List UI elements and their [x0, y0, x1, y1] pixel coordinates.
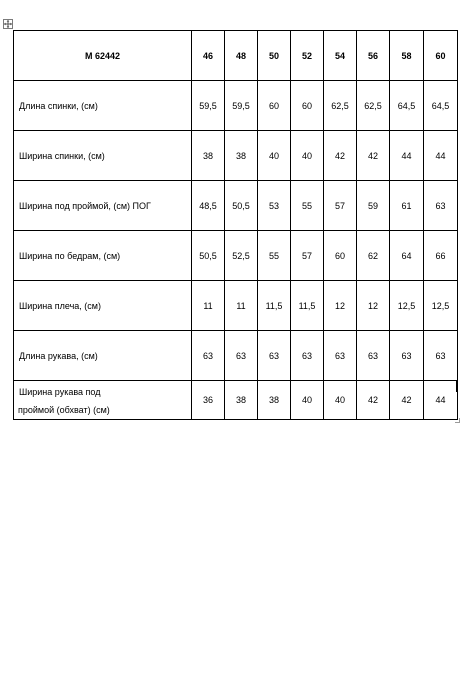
measurement-value: 40: [291, 381, 324, 420]
text-cursor: [456, 381, 457, 392]
measurement-value: 62,5: [357, 81, 390, 131]
table-row: [14, 181, 458, 231]
measurement-value: 60: [258, 81, 291, 131]
measurement-value: 63: [357, 331, 390, 381]
measurement-value: 11,5: [291, 281, 324, 331]
measurement-value: 64,5: [390, 81, 424, 131]
measurement-value: 62: [357, 231, 390, 281]
size-header: 48: [225, 31, 258, 81]
measurement-value: 42: [357, 381, 390, 420]
measurement-value: 44: [390, 131, 424, 181]
table-row: [14, 131, 458, 181]
measurement-label-line: Ширина рукава под: [19, 387, 101, 397]
measurement-value: 60: [324, 231, 357, 281]
measurement-value: 38: [225, 381, 258, 420]
model-number: М 62442: [14, 31, 192, 81]
measurement-label: Длина спинки, (см): [14, 81, 192, 131]
size-header: 54: [324, 31, 357, 81]
measurement-label: Ширина по бедрам, (см): [14, 231, 192, 281]
measurement-value: 53: [258, 181, 291, 231]
measurement-value: 60: [291, 81, 324, 131]
measurement-value: 38: [192, 131, 225, 181]
measurement-value: 50,5: [225, 181, 258, 231]
table-row: [14, 331, 458, 381]
measurement-value: 42: [357, 131, 390, 181]
size-chart-table: [13, 30, 458, 420]
measurement-value: 55: [258, 231, 291, 281]
size-header: 58: [390, 31, 424, 81]
measurement-value: 44: [424, 381, 458, 420]
measurement-label: [14, 381, 192, 420]
measurement-value: 40: [324, 381, 357, 420]
measurement-value: 11,5: [258, 281, 291, 331]
measurement-value: 12,5: [424, 281, 458, 331]
measurement-value: 42: [390, 381, 424, 420]
measurement-value: 12: [324, 281, 357, 331]
measurement-value: 66: [424, 231, 458, 281]
measurement-label: Длина рукава, (см): [14, 331, 192, 381]
measurement-label: Ширина спинки, (см): [14, 131, 192, 181]
measurement-value: 40: [258, 131, 291, 181]
size-header: 52: [291, 31, 324, 81]
table-row: [14, 381, 458, 420]
measurement-value: 63: [192, 331, 225, 381]
measurement-value: 63: [424, 331, 458, 381]
size-header: 50: [258, 31, 291, 81]
size-header: 46: [192, 31, 225, 81]
measurement-label-line: проймой (обхват) (см): [18, 405, 110, 415]
measurement-value: 62,5: [324, 81, 357, 131]
table-header-row: [14, 31, 458, 81]
measurement-value: 57: [324, 181, 357, 231]
table-resize-handle-icon[interactable]: [455, 418, 460, 423]
table-move-handle-icon[interactable]: [3, 19, 13, 29]
measurement-value: 63: [424, 181, 458, 231]
measurement-value: 11: [225, 281, 258, 331]
measurement-value: 44: [424, 131, 458, 181]
measurement-value: 59,5: [192, 81, 225, 131]
measurement-label: Ширина под проймой, (см) ПОГ: [14, 181, 192, 231]
measurement-value: 36: [192, 381, 225, 420]
measurement-value: 63: [225, 331, 258, 381]
measurement-value: 55: [291, 181, 324, 231]
measurement-value: 64,5: [424, 81, 458, 131]
measurement-value: 59,5: [225, 81, 258, 131]
table-row: [14, 231, 458, 281]
measurement-value: 63: [324, 331, 357, 381]
measurement-value: 11: [192, 281, 225, 331]
measurement-value: 48,5: [192, 181, 225, 231]
measurement-value: 42: [324, 131, 357, 181]
measurement-value: 38: [225, 131, 258, 181]
table-row: [14, 81, 458, 131]
size-header: 60: [424, 31, 458, 81]
measurement-value: 38: [258, 381, 291, 420]
measurement-value: 59: [357, 181, 390, 231]
measurement-value: 57: [291, 231, 324, 281]
measurement-value: 63: [258, 331, 291, 381]
measurement-value: 12: [357, 281, 390, 331]
measurement-value: 50,5: [192, 231, 225, 281]
measurement-value: 63: [390, 331, 424, 381]
measurement-value: 52,5: [225, 231, 258, 281]
measurement-value: 61: [390, 181, 424, 231]
measurement-value: 12,5: [390, 281, 424, 331]
measurement-value: 40: [291, 131, 324, 181]
measurement-value: 64: [390, 231, 424, 281]
measurement-label: Ширина плеча, (см): [14, 281, 192, 331]
table-row: [14, 281, 458, 331]
measurement-value: 63: [291, 331, 324, 381]
size-header: 56: [357, 31, 390, 81]
